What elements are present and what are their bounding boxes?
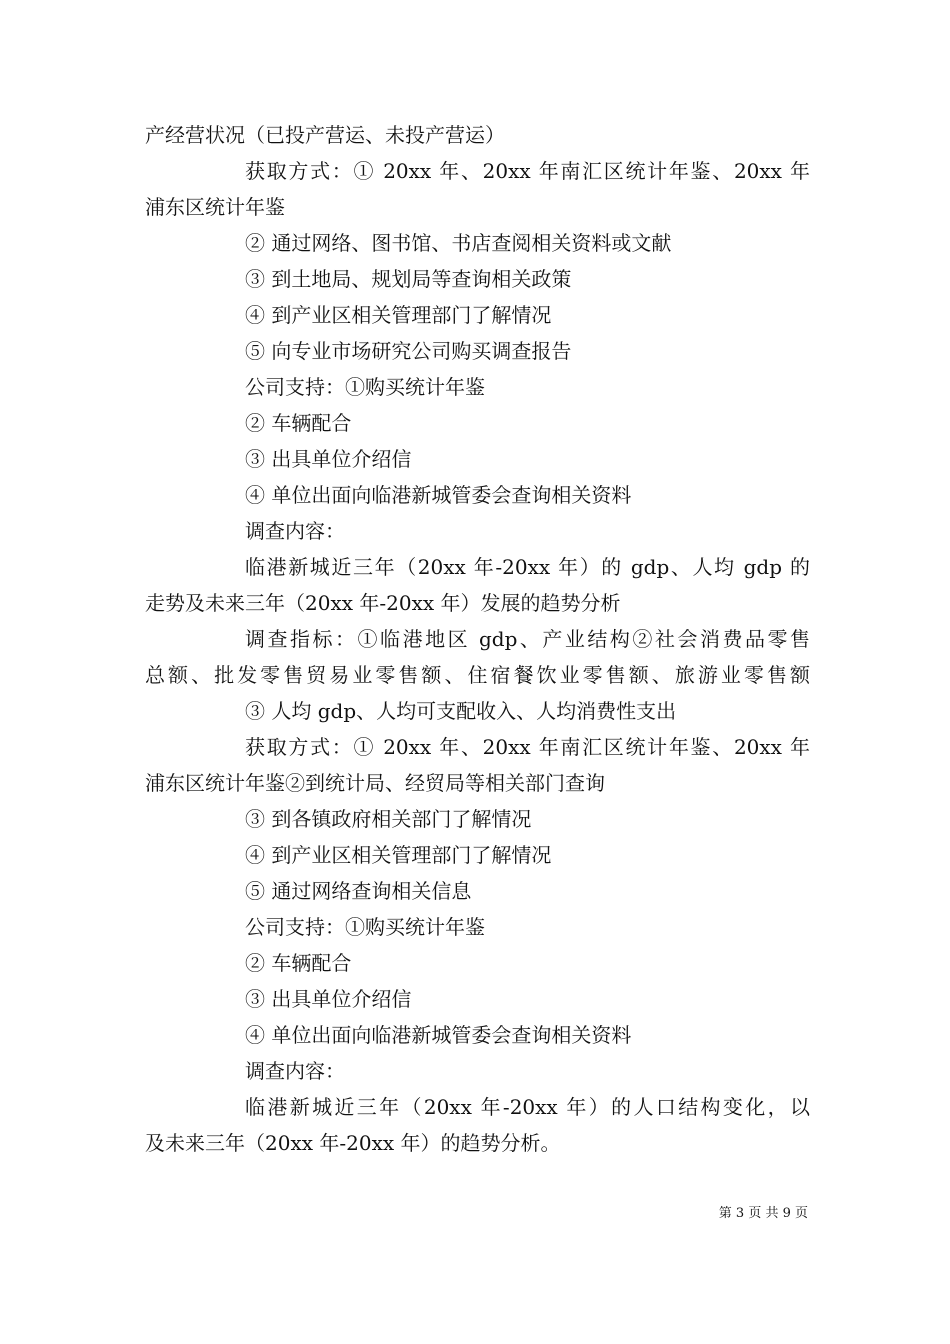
text-line: ② 通过网络、图书馆、书店查阅相关资料或文献 — [245, 231, 672, 255]
text-line: 及未来三年（20xx 年-20xx 年）的趋势分析。 — [145, 1131, 561, 1155]
section-heading: 调查内容： — [245, 1059, 345, 1083]
text-line: 调查指标：①临港地区 gdp、产业结构②社会消费品零售 — [245, 627, 810, 651]
text-line: 临港新城近三年（20xx 年-20xx 年）的 gdp、人均 gdp 的 — [245, 555, 810, 579]
text-line: ⑤ 通过网络查询相关信息 — [245, 879, 472, 903]
page-number: 第 3 页 共 9 页 — [718, 1206, 808, 1221]
text-line: 总额、批发零售贸易业零售额、住宿餐饮业零售额、旅游业零售额 — [145, 663, 810, 687]
text-line: ④ 单位出面向临港新城管委会查询相关资料 — [245, 1023, 632, 1047]
text-line: ③ 到各镇政府相关部门了解情况 — [245, 807, 532, 831]
text-line: 浦东区统计年鉴②到统计局、经贸局等相关部门查询 — [145, 771, 605, 795]
text-line: ② 车辆配合 — [245, 951, 352, 975]
document-body — [145, 117, 810, 1161]
text-line: 临港新城近三年（20xx 年-20xx 年）的人口结构变化，以 — [245, 1095, 810, 1119]
text-line: 公司支持：①购买统计年鉴 — [245, 375, 485, 399]
text-line: ④ 单位出面向临港新城管委会查询相关资料 — [245, 483, 632, 507]
text-line: ② 车辆配合 — [245, 411, 352, 435]
text-line: 浦东区统计年鉴 — [145, 195, 285, 219]
section-heading: 调查内容： — [245, 519, 345, 543]
text-line: ④ 到产业区相关管理部门了解情况 — [245, 303, 552, 327]
text-line: ③ 出具单位介绍信 — [245, 987, 412, 1011]
text-line: ④ 到产业区相关管理部门了解情况 — [245, 843, 552, 867]
text-line: ③ 到土地局、规划局等查询相关政策 — [245, 267, 572, 291]
text-line: 公司支持：①购买统计年鉴 — [245, 915, 485, 939]
text-line: 产经营状况（已投产营运、未投产营运） — [145, 123, 505, 147]
text-line: ⑤ 向专业市场研究公司购买调查报告 — [245, 339, 572, 363]
text-line: ③ 出具单位介绍信 — [245, 447, 412, 471]
text-line: 走势及未来三年（20xx 年-20xx 年）发展的趋势分析 — [145, 591, 621, 615]
text-line: 获取方式：① 20xx 年、20xx 年南汇区统计年鉴、20xx 年 — [245, 159, 810, 183]
text-line: ③ 人均 gdp、人均可支配收入、人均消费性支出 — [245, 699, 677, 723]
text-line: 获取方式：① 20xx 年、20xx 年南汇区统计年鉴、20xx 年 — [245, 735, 810, 759]
